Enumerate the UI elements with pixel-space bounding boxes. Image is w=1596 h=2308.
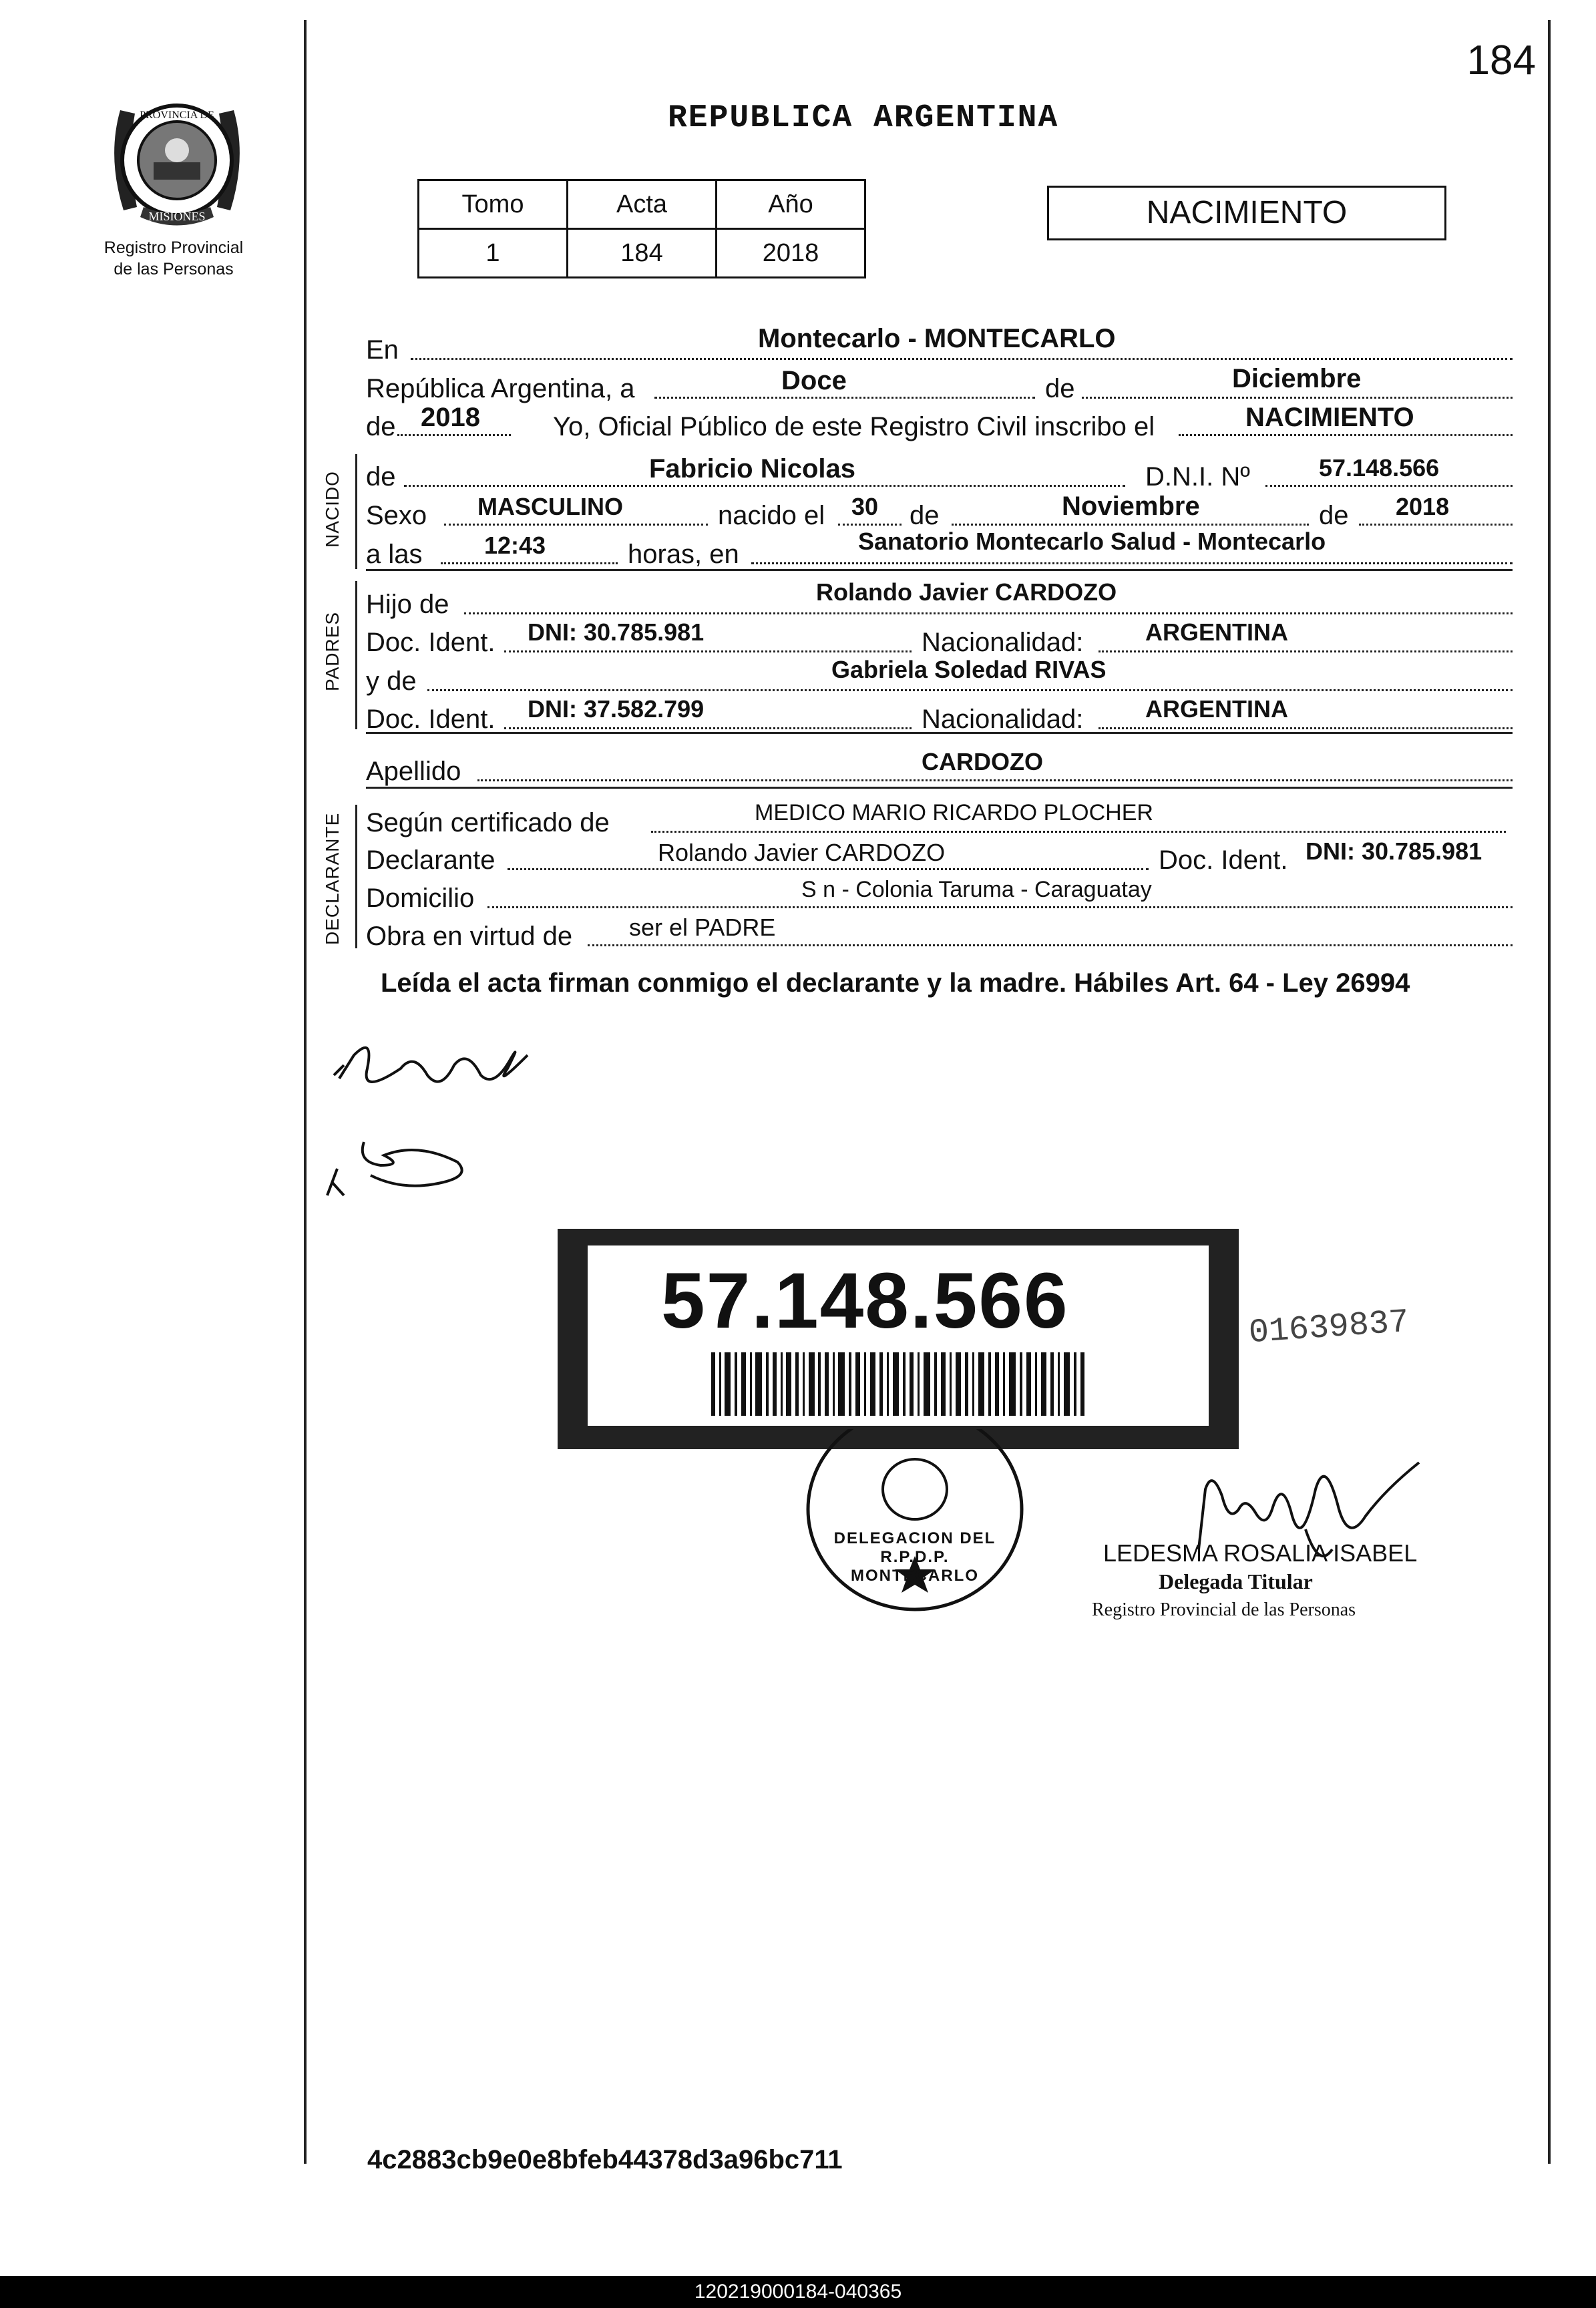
province-seal-logo — [100, 83, 254, 230]
label-father-nationality: Nacionalidad: — [922, 628, 1084, 657]
label-a-las: a las — [366, 540, 423, 569]
dotline — [1265, 485, 1513, 487]
dotline — [1099, 727, 1513, 729]
section-bracket — [355, 581, 357, 729]
header-anio: Año — [717, 180, 865, 229]
dotline — [464, 612, 1513, 614]
left-margin-line — [304, 20, 307, 2164]
sex-value: MASCULINO — [477, 493, 623, 520]
value-anio: 2018 — [717, 229, 865, 278]
registry-caption-line2: de las Personas — [114, 260, 234, 278]
official-name: LEDESMA ROSALIA ISABEL — [1103, 1539, 1418, 1567]
official-role: Delegada Titular — [1159, 1569, 1313, 1593]
label-declarante: Declarante — [366, 845, 495, 875]
year-value: 2018 — [421, 403, 480, 432]
section-bracket — [355, 805, 357, 948]
registry-caption — [80, 237, 267, 280]
side-label-padres: PADRES — [322, 611, 343, 691]
stamp-dni-number: 57.148.566 — [661, 1257, 1069, 1345]
mother-name-value: Gabriela Soledad RIVAS — [831, 656, 1107, 683]
label-republica: República Argentina, a — [366, 374, 635, 403]
value-acta: 184 — [568, 229, 717, 278]
dotline — [838, 524, 902, 526]
birth-month-value: Noviembre — [1062, 492, 1200, 521]
official-org: Registro Provincial de las Personas — [1092, 1599, 1356, 1620]
label-hijo-de: Hijo de — [366, 590, 449, 619]
place-value: Montecarlo - MONTECARLO — [758, 324, 1116, 353]
header-acta: Acta — [568, 180, 717, 229]
time-value: 12:43 — [484, 532, 546, 559]
stamp-serial: 01639837 — [1247, 1303, 1410, 1353]
declarant-signature — [327, 1028, 541, 1102]
tomo-acta-anio-table — [417, 179, 866, 278]
right-margin-line — [1548, 20, 1551, 2164]
mother-nationality-value: ARGENTINA — [1145, 695, 1288, 723]
label-sexo: Sexo — [366, 501, 427, 530]
section-divider — [366, 732, 1513, 734]
birth-place-value: Sanatorio Montecarlo Salud - Montecarlo — [858, 528, 1326, 555]
dotline — [654, 397, 1035, 399]
label-de-mes: de — [1045, 374, 1075, 403]
birth-day-value: 30 — [851, 493, 879, 520]
month-value: Diciembre — [1232, 364, 1362, 393]
mother-doc-value: DNI: 37.582.799 — [528, 695, 705, 723]
label-father-doc: Doc. Ident. — [366, 628, 495, 657]
svg-text:PROVINCIA DE: PROVINCIA DE — [140, 110, 214, 121]
dotline — [504, 727, 912, 729]
section-bracket — [355, 454, 357, 569]
label-name-de: de — [366, 462, 396, 492]
page-number: 184 — [1466, 37, 1536, 83]
dotline — [441, 562, 618, 564]
certificate-value: MEDICO MARIO RICARDO PLOCHER — [755, 800, 1153, 825]
declarant-name-value: Rolando Javier CARDOZO — [658, 839, 946, 866]
label-dni: D.N.I. Nº — [1145, 462, 1250, 492]
side-label-nacido: NACIDO — [322, 471, 343, 548]
surname-value: CARDOZO — [922, 748, 1043, 775]
child-name-value: Fabricio Nicolas — [649, 454, 855, 484]
document-hash: 4c2883cb9e0e8bfeb44378d3a96bc711 — [367, 2145, 843, 2174]
oval-seal-text: DELEGACION DEL R.P.D.P. MONTECARLO — [833, 1529, 996, 1585]
child-dni-value: 57.148.566 — [1319, 454, 1440, 482]
registry-caption-line1: Registro Provincial — [104, 238, 244, 257]
record-type-box: NACIMIENTO — [1047, 186, 1446, 240]
label-mother-nationality: Nacionalidad: — [922, 705, 1084, 734]
label-inscribo: Yo, Oficial Público de este Registro Civil inscribo el — [553, 412, 1155, 441]
birth-year-value: 2018 — [1396, 493, 1450, 520]
label-en: En — [366, 335, 399, 365]
dotline — [444, 524, 708, 526]
day-value: Doce — [781, 366, 847, 395]
dotline — [427, 689, 1513, 691]
header-tomo: Tomo — [419, 180, 568, 229]
closing-statement: Leída el acta firman conmigo el declarante y la madre. Hábiles Art. 64 - Ley 26994 — [381, 968, 1410, 998]
delegation-oval-seal — [801, 1429, 1028, 1616]
dotline — [397, 434, 511, 436]
label-declarant-doc: Doc. Ident. — [1159, 845, 1288, 875]
label-obra: Obra en virtud de — [366, 922, 573, 951]
label-apellido: Apellido — [366, 757, 461, 786]
label-de-anio: de — [1319, 501, 1349, 530]
declarant-doc-value: DNI: 30.785.981 — [1306, 837, 1482, 865]
section-divider — [366, 787, 1513, 789]
oval-seal-icon — [801, 1429, 1028, 1616]
footer-bar: 120219000184-040365 — [0, 2276, 1596, 2308]
dotline — [1359, 524, 1513, 526]
label-de: de — [366, 412, 396, 441]
dotline — [477, 779, 1513, 781]
seal-icon — [100, 83, 254, 230]
dotline — [588, 944, 1513, 946]
dotline — [952, 524, 1309, 526]
father-nationality-value: ARGENTINA — [1145, 618, 1288, 646]
label-segun-cert: Según certificado de — [366, 808, 610, 837]
capacity-value: ser el PADRE — [629, 914, 776, 941]
address-value: S n - Colonia Taruma - Caraguatay — [801, 877, 1152, 902]
mother-signature — [324, 1129, 477, 1202]
value-tomo: 1 — [419, 229, 568, 278]
page-title: REPUBLICA ARGENTINA — [668, 100, 1059, 136]
father-doc-value: DNI: 30.785.981 — [528, 618, 705, 646]
dotline — [404, 485, 1125, 487]
dotline — [487, 906, 1513, 908]
dotline — [751, 562, 1513, 564]
dotline — [411, 358, 1513, 360]
label-horas-en: horas, en — [628, 540, 739, 569]
side-label-declarante: DECLARANTE — [322, 812, 343, 945]
barcode-icon — [711, 1352, 1085, 1416]
dotline — [1179, 434, 1513, 436]
dotline — [1099, 650, 1513, 652]
act-type-value: NACIMIENTO — [1245, 403, 1414, 432]
svg-text:MISIONES: MISIONES — [148, 210, 206, 223]
dotline — [1082, 397, 1513, 399]
label-domicilio: Domicilio — [366, 884, 475, 913]
father-name-value: Rolando Javier CARDOZO — [816, 578, 1117, 606]
dotline — [504, 650, 912, 652]
label-nacido-el: nacido el — [718, 501, 825, 530]
section-divider — [366, 569, 1513, 571]
label-y-de: y de — [366, 666, 417, 696]
dotline — [651, 831, 1506, 833]
label-mother-doc: Doc. Ident. — [366, 705, 495, 734]
label-de-mes2: de — [910, 501, 940, 530]
dotline — [508, 868, 1149, 870]
